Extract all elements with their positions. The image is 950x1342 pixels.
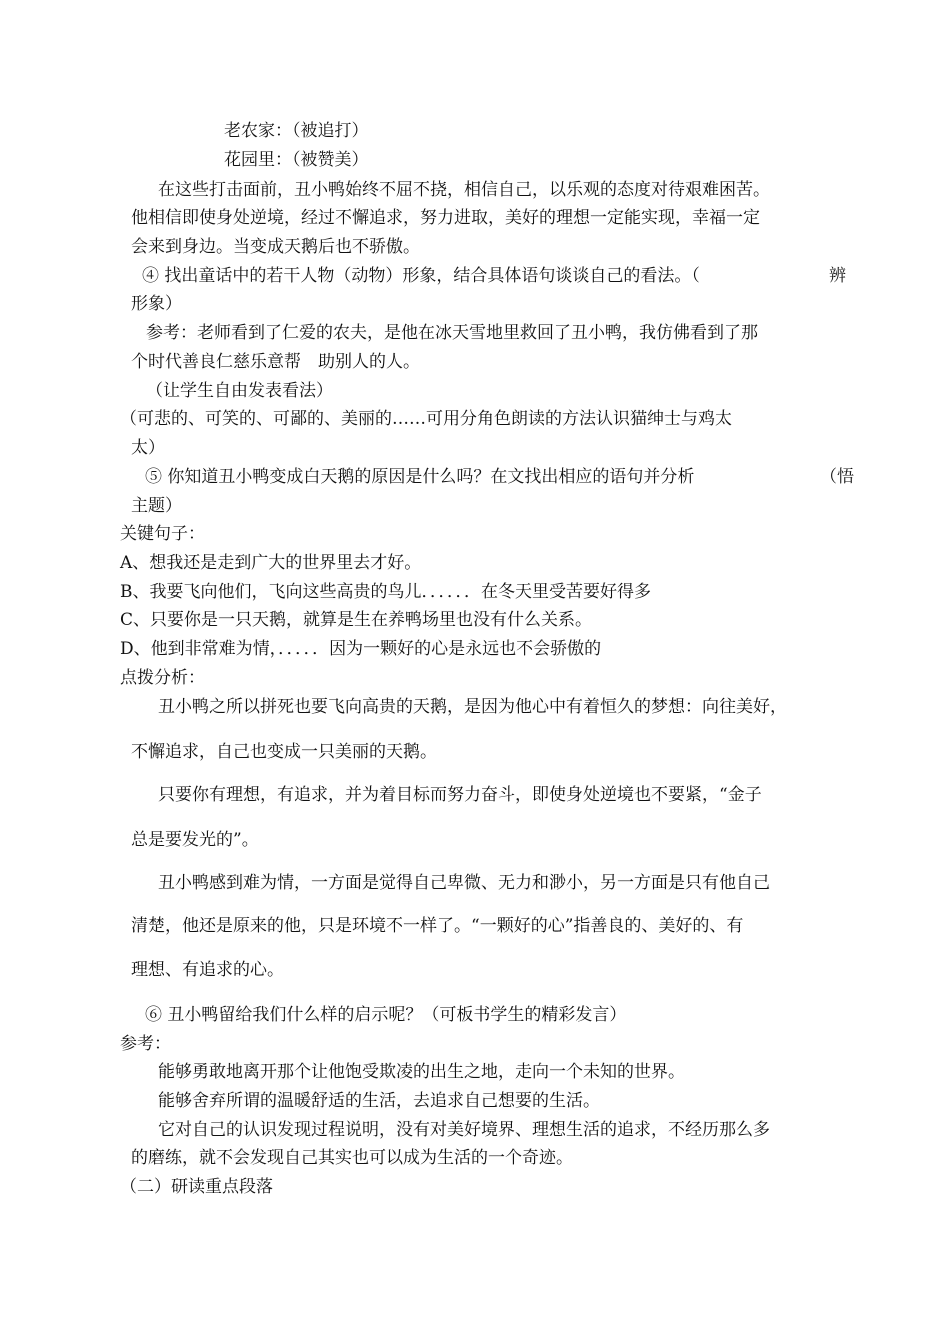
text-line: 他相信即使身处逆境，经过不懈追求，努力进取，美好的理想一定能实现，幸福一定 — [131, 208, 760, 228]
text-line: 个时代善良仁慈乐意帮 助别人的人。 — [131, 352, 420, 372]
text-line: 只要你有理想，有追求，并为着目标而努力奋斗，即使身处逆境也不要紧，“金子 — [158, 785, 762, 805]
list-item: B、我要飞向他们，飞向这些高贵的鸟儿．．．．．．在冬天里受苦要好得多 — [120, 582, 651, 602]
text-line: 太） — [131, 438, 165, 458]
text-line: 丑小鸭之所以拼死也要飞向高贵的天鹅，是因为他心中有着恒久的梦想：向往美好， — [158, 697, 787, 717]
text-line: 形象） — [131, 294, 182, 314]
text-line: 能够勇敢地离开那个让他饱受欺凌的出生之地，走向一个未知的世界。 — [158, 1062, 685, 1082]
text-line: 理想、有追求的心。 — [131, 960, 284, 980]
text-line: 不懈追求，自己也变成一只美丽的天鹅。 — [131, 742, 437, 762]
list-item: C、只要你是一只天鹅，就算是生在养鸭场里也没有什么关系。 — [120, 610, 593, 630]
text-line: 清楚，他还是原来的他，只是环境不一样了。“一颗好的心”指善良的、美好的、有 — [131, 916, 744, 936]
section-label: 参考： — [120, 1034, 171, 1054]
section-label: 点拨分析： — [120, 668, 205, 688]
question-4-tag: 辨 — [829, 266, 846, 286]
text-line: 丑小鸭感到难为情，一方面是觉得自己卑微、无力和渺小，另一方面是只有他自己 — [158, 873, 770, 893]
text-line: 它对自己的认识发现过程说明，没有对美好境界、理想生活的追求，不经历那么多 — [158, 1120, 770, 1140]
text-line: 会来到身边。当变成天鹅后也不骄傲。 — [131, 237, 420, 257]
list-item: D、他到非常难为情，．．．．．因为一颗好的心是永远也不会骄傲的 — [120, 639, 602, 659]
text-line: 总是要发光的”。 — [131, 830, 259, 850]
question-5-line: ⑤ 你知道丑小鸭变成白天鹅的原因是什么吗？在文找出相应的语句并分析 — [145, 467, 695, 487]
question-4-line: ④ 找出童话中的若干人物（动物）形象，结合具体语句谈谈自己的看法。（ — [142, 266, 700, 286]
text-line: （可悲的、可笑的、可鄙的、美丽的……可用分角色朗读的方法认识猫绅士与鸡太 — [120, 409, 732, 429]
text-line: 参考：老师看到了仁爱的农夫，是他在冰天雪地里救回了丑小鸭，我仿佛看到了那 — [146, 323, 758, 343]
text-line: 花园里：（被赞美） — [224, 150, 369, 170]
section-heading: （二）研读重点段落 — [120, 1177, 273, 1197]
text-line: 的磨练，就不会发现自己其实也可以成为生活的一个奇迹。 — [131, 1148, 573, 1168]
section-label: 关键句子： — [120, 524, 205, 544]
text-line: 在这些打击面前，丑小鸭始终不屈不挠，相信自己，以乐观的态度对待艰难困苦。 — [158, 180, 770, 200]
text-line: 能够舍弃所谓的温暖舒适的生活，去追求自己想要的生活。 — [158, 1091, 600, 1111]
text-line: 主题） — [131, 496, 182, 516]
list-item: A、想我还是走到广大的世界里去才好。 — [120, 553, 422, 573]
text-line: 老农家：（被追打） — [224, 121, 369, 141]
question-5-tag: （悟 — [820, 467, 854, 487]
text-line: （让学生自由发表看法） — [146, 381, 333, 401]
question-6-line: ⑥ 丑小鸭留给我们什么样的启示呢？（可板书学生的精彩发言） — [145, 1005, 627, 1025]
